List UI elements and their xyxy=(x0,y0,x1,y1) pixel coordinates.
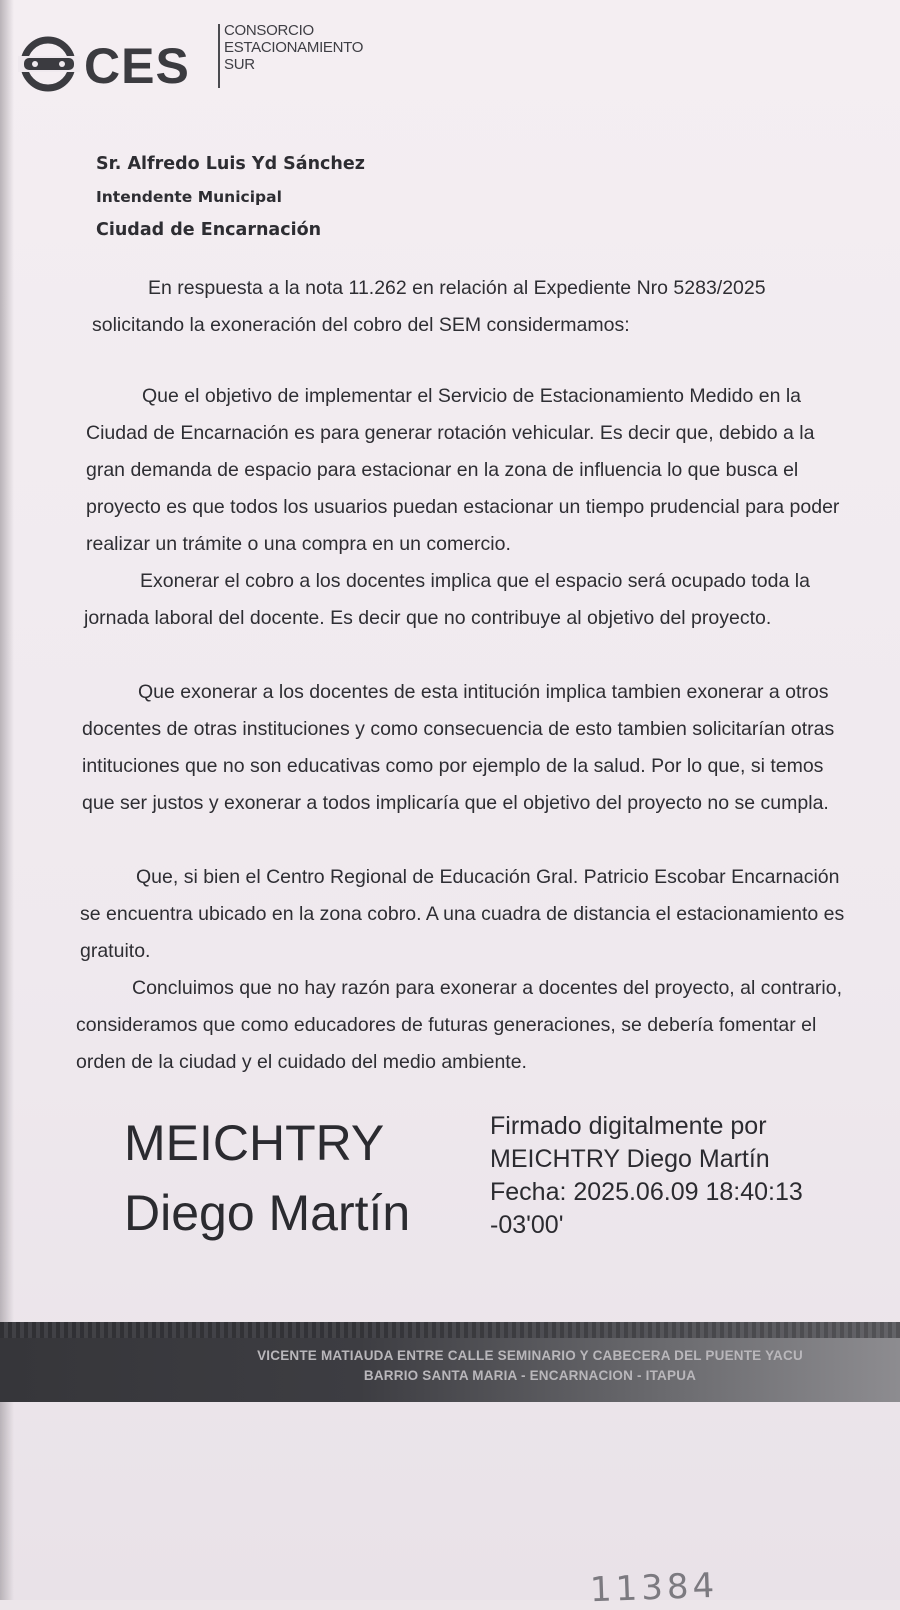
company-logo xyxy=(18,20,398,92)
addressee-block xyxy=(96,148,365,247)
logo-divider xyxy=(218,24,220,88)
signer-given-name: Diego Martín xyxy=(124,1185,411,1241)
addressee-city: Ciudad de Encarnación xyxy=(96,220,322,240)
signer-surname: MEICHTRY xyxy=(124,1115,385,1171)
paragraph: Concluimos que no hay razón para exonerar a docentes del proyecto, al contrario, consideramos que como educadores de futuras generaciones, se debería fomentar el orden de la ciudad y el cuidado del medio ambiente. xyxy=(76,977,842,1073)
car-logo-icon xyxy=(18,36,80,92)
footer-line-2: BARRIO SANTA MARIA - ENCARNACION - ITAPUA xyxy=(363,1368,697,1383)
signature-label: Firmado digitalmente por xyxy=(490,1112,767,1140)
footer-stripe xyxy=(0,1322,900,1338)
handwritten-number: 11384 xyxy=(589,1565,719,1610)
digital-signature-details xyxy=(490,1110,803,1242)
paragraph: En respuesta a la nota 11.262 en relación al Expediente Nro 5283/2025 solicitando la exoneración del cobro del SEM considermamos: xyxy=(92,277,766,336)
signature-timezone: -03'00' xyxy=(490,1211,564,1239)
paragraph: Que el objetivo de implementar el Servicio de Estacionamiento Medido en la Ciudad de Encarnación es para generar rotación vehicular. Es decir que, debido a la gran demanda de espacio para estacionar en la zona de influencia lo que busca el proyecto es que todos los usuarios puedan estacionar un tiempo prudencial para poder realizar un trámite o una compra en un comercio. xyxy=(86,385,840,555)
logo-subtitle xyxy=(224,22,363,73)
paragraph: Que, si bien el Centro Regional de Educación Gral. Patricio Escobar Encarnación se encuentra ubicado en la zona cobro. A una cuadra de distancia el estacionamiento es gratuito. xyxy=(80,866,845,962)
logo-line-1: CONSORCIO xyxy=(224,22,314,39)
addressee-title: Intendente Municipal xyxy=(96,188,282,206)
footer-line-1: VICENTE MATIAUDA ENTRE CALLE SEMINARIO Y CABECERA DEL PUENTE YACU xyxy=(257,1348,803,1363)
logo-line-3: SUR xyxy=(224,56,255,73)
paragraph: Exonerar el cobro a los docentes implica que el espacio será ocupado toda la jornada laboral del docente. Es decir que no contribuye al objetivo del proyecto. xyxy=(84,570,810,629)
addressee-name: Sr. Alfredo Luis Yd Sánchez xyxy=(96,154,365,174)
logo-line-2: ESTACIONAMIENTO xyxy=(224,39,364,56)
footer-address xyxy=(170,1346,890,1386)
signature-signer: MEICHTRY Diego Martín xyxy=(490,1145,770,1173)
signature-date: Fecha: 2025.06.09 18:40:13 xyxy=(490,1178,803,1206)
signer-name xyxy=(124,1108,410,1248)
logo-wordmark: CES xyxy=(84,38,190,94)
paragraph: Que exonerar a los docentes de esta intitución implica tambien exonerar a otros docentes de otras instituciones y como consecuencia de esto tambien solicitarían otras intituciones que no son educativas como por ejemplo de la salud. Por lo que, si temos que ser justos y exonerar a todos implicaría que el objetivo del proyecto no se cumpla. xyxy=(82,681,835,814)
